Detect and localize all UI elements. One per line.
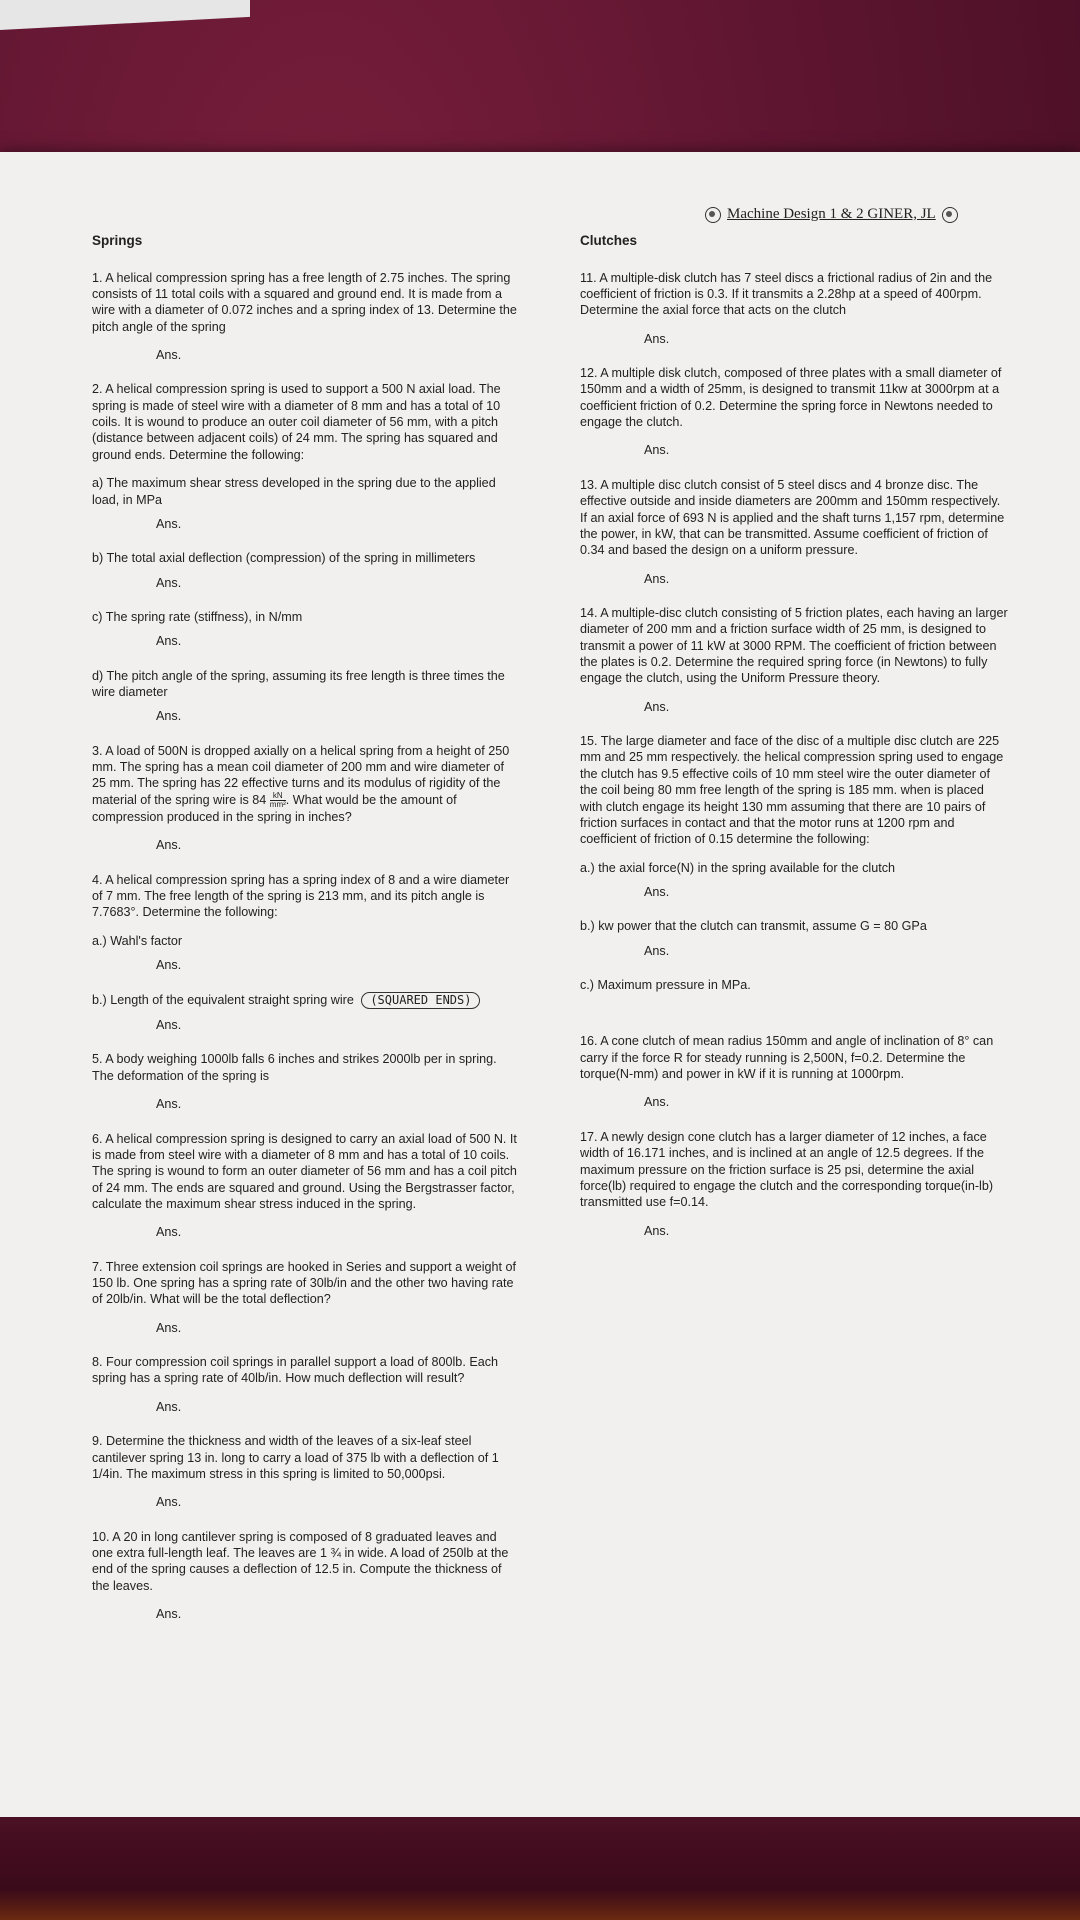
- question-11: 11. A multiple-disk clutch has 7 steel discs a frictional radius of 2in and the coefficient of friction is 0.3. If it transmits a 2.28hp at a speed of 400rpm. Determine the axial force that acts on the clutch: [580, 270, 993, 318]
- question-15: 15. The large diameter and face of the disc of a multiple disc clutch are 225 mm and 25 mm respectively. the helical compression spring used to engage the clutch has 9.5 effective coils of 10 mm steel wire the outer diameter of the coil being 80 mm free length of the spring is 185 mm. when is placed with clutch engage its height 130 mm assuming that there are 10 pairs of friction surfaces in contact and that the motor runs at 1200 rpm and coefficient of friction of 0.15 determine the following:: [580, 734, 1004, 847]
- question-2c: c) The spring rate (stiffness), in N/mm: [92, 609, 303, 624]
- school-logo-icon: [705, 207, 721, 223]
- answer-13: Ans.: [644, 571, 670, 586]
- handwritten-note: (SQUARED ENDS): [361, 992, 480, 1010]
- answer-9: Ans.: [156, 1495, 182, 1510]
- school-logo-icon-right: [942, 207, 958, 223]
- question-2: 2. A helical compression spring is used to support a 500 N axial load. The spring is made of steel wire with a diameter of 8 mm and has a total of 10 coils. It is wound to produce an outer coil diameter of 56 mm, with a pitch (distance between adjacent coils) of 24 mm. The spring has squared and ground ends. Determine the following:: [92, 382, 501, 462]
- question-3: [92, 743, 520, 826]
- answer-3: Ans.: [156, 838, 182, 853]
- question-6: 6. A helical compression spring is designed to carry an axial load of 500 N. It is made from steel wire with a diameter of 8 mm and has a total of 10 coils. The spring is wound to form an outer diameter of 56 mm and has a coil pitch of 24 mm. The ends are squared and ground. Using the Bergstrasser factor, calculate the maximum shear stress induced in the spring.: [92, 1131, 517, 1211]
- question-15c: c.) Maximum pressure in MPa.: [580, 978, 751, 993]
- answer-16: Ans.: [644, 1095, 670, 1110]
- answer-2b: Ans.: [156, 575, 182, 590]
- question-4b-text: b.) Length of the equivalent straight spring wire: [92, 992, 354, 1007]
- answer-2d: Ans.: [156, 709, 182, 724]
- question-4: 4. A helical compression spring has a spring index of 8 and a wire diameter of 7 mm. The free length of the spring is 213 mm, and its pitch angle is 7.7683°. Determine the following:: [92, 872, 510, 920]
- answer-4a: Ans.: [156, 958, 182, 973]
- section-title-springs: Springs: [92, 233, 143, 248]
- question-3-text-end: . What would be the amount of compression produced in the spring in inches?: [92, 792, 457, 824]
- header-title: Machine Design 1 & 2 GINER, JL: [727, 206, 936, 222]
- question-5: 5. A body weighing 1000lb falls 6 inches and strikes 2000lb per in spring. The deformation of the spring is: [92, 1052, 497, 1083]
- paper-scrap: [0, 0, 250, 30]
- clutches-column: [580, 232, 1008, 1257]
- question-15a: a.) the axial force(N) in the spring available for the clutch: [580, 860, 895, 875]
- question-4b: [92, 992, 520, 1010]
- answer-4b: Ans.: [156, 1018, 182, 1033]
- worksheet-header: [705, 206, 958, 223]
- answer-15b: Ans.: [644, 943, 670, 958]
- answer-2a: Ans.: [156, 516, 182, 531]
- answer-7: Ans.: [156, 1320, 182, 1335]
- answer-1: Ans.: [156, 347, 182, 362]
- frac-den: mm²: [269, 799, 286, 809]
- answer-14: Ans.: [644, 699, 670, 714]
- answer-11: Ans.: [644, 331, 670, 346]
- springs-column: [92, 232, 520, 1640]
- answer-10: Ans.: [156, 1607, 182, 1622]
- question-2a: a) The maximum shear stress developed in the spring due to the applied load, in MPa: [92, 476, 496, 507]
- question-1: 1. A helical compression spring has a free length of 2.75 inches. The spring consists of 11 total coils with a squared and ground end. It is made from a wire with a diameter of 0.072 inches and a spring index of 13. Determine the pitch angle of the spring: [92, 270, 517, 334]
- answer-2c: Ans.: [156, 634, 182, 649]
- question-17: 17. A newly design cone clutch has a larger diameter of 12 inches, a face width of 16.171 inches, and is inclined at an angle of 12.5 degrees. If the maximum pressure on the friction surface is 25 psi, determine the axial force(lb) required to engage the clutch and the corresponding torque(in-lb) transmitted use f=0.14.: [580, 1129, 994, 1210]
- frac-num: kN: [270, 792, 286, 801]
- question-13: 13. A multiple disc clutch consist of 5 steel discs and 4 bronze disc. The effective outside and inside diameters are 200mm and 150mm respectively. If an axial force of 693 N is applied and the shaft turns 1,157 rpm, determine the power, in kW, that can be transmitted. Assume coefficient of friction of 0.34 and based the design on a uniform pressure.: [580, 477, 1005, 558]
- question-10: 10. A 20 in long cantilever spring is composed of 8 graduated leaves and one extra full-length leaf. The leaves are 1 ¾ in wide. A load of 250lb at the end of the spring causes a deflection of 12.5 in. Compute the thickness of the leaves.: [92, 1529, 509, 1593]
- answer-5: Ans.: [156, 1097, 182, 1112]
- question-8: 8. Four compression coil springs in parallel support a load of 800lb. Each spring has a spring rate of 40lb/in. How much deflection will result?: [92, 1355, 499, 1386]
- question-2b: b) The total axial deflection (compression) of the spring in millimeters: [92, 551, 476, 566]
- question-15b: b.) kw power that the clutch can transmit, assume G = 80 GPa: [580, 919, 927, 934]
- question-12: 12. A multiple disk clutch, composed of three plates with a small diameter of 150mm and a width of 25mm, is designed to transmit 11kw at 3000rpm at a coefficient friction of 0.2. Determine the spring force in Newtons needed to engage the clutch.: [580, 365, 1002, 430]
- question-3-text: 3. A load of 500N is dropped axially on a helical spring from a height of 250 mm. The spring has a mean coil diameter of 200 mm and wire diameter of 25 mm. The spring has 22 effective turns and its modulus of rigidity of the material of the spring wire is 84: [92, 743, 510, 807]
- modulus-unit-fraction: [270, 792, 286, 809]
- question-4a: a.) Wahl's factor: [92, 933, 183, 948]
- answer-6: Ans.: [156, 1225, 182, 1240]
- background-fabric: [0, 1817, 1080, 1920]
- question-14: 14. A multiple-disc clutch consisting of 5 friction plates, each having an larger diameter of 200 mm and a friction surface width of 25 mm, is designed to transmit a power of 11 kW at 3000 RPM. The coefficient of friction between the plates is 0.2. Determine the required spring force (in Newtons) to fully engage the clutch, using the Uniform Pressure theory.: [580, 605, 1008, 686]
- section-title-clutches: Clutches: [580, 233, 638, 248]
- answer-17: Ans.: [644, 1223, 670, 1238]
- answer-8: Ans.: [156, 1399, 182, 1414]
- question-7: 7. Three extension coil springs are hooked in Series and support a weight of 150 lb. One spring has a spring rate of 30lb/in and the other two having rate of 20lb/in. What will be the total deflection?: [92, 1259, 517, 1307]
- answer-15a: Ans.: [644, 884, 670, 899]
- question-2d: d) The pitch angle of the spring, assuming its free length is three times the wire diameter: [92, 668, 505, 700]
- question-9: 9. Determine the thickness and width of the leaves of a six-leaf steel cantilever spring 13 in. long to carry a load of 375 lb with a deflection of 1 1/4in. The maximum stress in this spring is limited to 50,000psi.: [92, 1434, 499, 1481]
- question-16: 16. A cone clutch of mean radius 150mm and angle of inclination of 8° can carry if the force R for steady running is 2,500N, f=0.2. Determine the torque(N-mm) and power in kW if it is running at 1000rpm.: [580, 1034, 994, 1082]
- answer-12: Ans.: [644, 443, 670, 458]
